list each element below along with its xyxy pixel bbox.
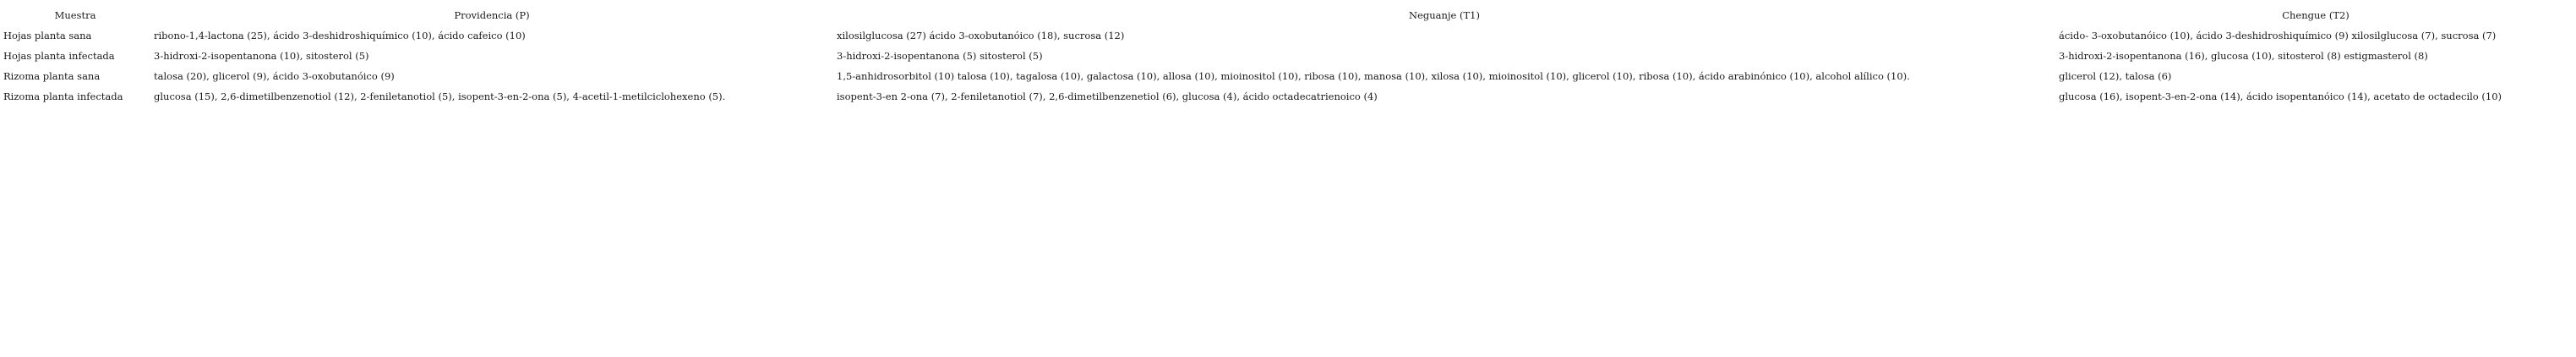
table-row [0, 86, 2576, 107]
providencia-cell: ribono-1,4-lactona (25), ácido 3-deshidroshiquímico (10), ácido cafeico (10) [154, 30, 526, 41]
header-providencia: Providencia (P) [454, 9, 530, 21]
neguanje-cell: 3-hidroxi-2-isopentanona (5) sitosterol (5) [837, 50, 1043, 62]
table-row [0, 25, 2576, 46]
chengue-cell: glucosa (16), isopent-3-en-2-ona (14), ácido isopentanóico (14), acetato de octadecilo (10) [2059, 91, 2502, 102]
neguanje-cell: xilosilglucosa (27) ácido 3-oxobutanóico (18), sucrosa (12) [837, 30, 1125, 41]
header-neguanje: Neguanje (T1) [1409, 9, 1480, 21]
header-muestra: Muestra [54, 9, 96, 21]
table-row [0, 66, 2576, 86]
providencia-cell: talosa (20), glicerol (9), ácido 3-oxobutanóico (9) [154, 70, 395, 82]
header-row [0, 5, 2576, 25]
providencia-cell: 3-hidroxi-2-isopentanona (10), sitosterol (5) [154, 50, 369, 62]
metabolites-table [0, 5, 2576, 107]
sample-cell: Hojas planta infectada [3, 50, 115, 62]
chengue-cell: 3-hidroxi-2-isopentanona (16), glucosa (10), sitosterol (8) estigmasterol (8) [2059, 50, 2428, 62]
sample-cell: Rizoma planta sana [3, 70, 101, 82]
sample-cell: Rizoma planta infectada [3, 91, 123, 102]
chengue-cell: glicerol (12), talosa (6) [2059, 70, 2172, 82]
providencia-cell: glucosa (15), 2,6-dimetilbenzenotiol (12), 2-feniletanotiol (5), isopent-3-en-2-ona (5), 4-acetil-1-metilciclohexeno (5). [154, 91, 726, 102]
header-chengue: Chengue (T2) [2282, 9, 2350, 21]
table-row [0, 46, 2576, 66]
sample-cell: Hojas planta sana [3, 30, 92, 41]
neguanje-cell: isopent-3-en 2-ona (7), 2-feniletanotiol (7), 2,6-dimetilbenzenetiol (6), glucosa (4), ácido octadecatrienoico (4) [837, 91, 1378, 102]
chengue-cell: ácido- 3-oxobutanóico (10), ácido 3-deshidroshiquímico (9) xilosilglucosa (7), sucrosa (7) [2059, 30, 2497, 41]
neguanje-cell: 1,5-anhidrosorbitol (10) talosa (10), tagalosa (10), galactosa (10), allosa (10), mioinositol (10), ribosa (10), manosa (10), xilosa (10), mioinositol (10), glicerol (10), ribosa (10), ácido arabinónico (10), alcohol alílico (10). [837, 70, 1910, 82]
